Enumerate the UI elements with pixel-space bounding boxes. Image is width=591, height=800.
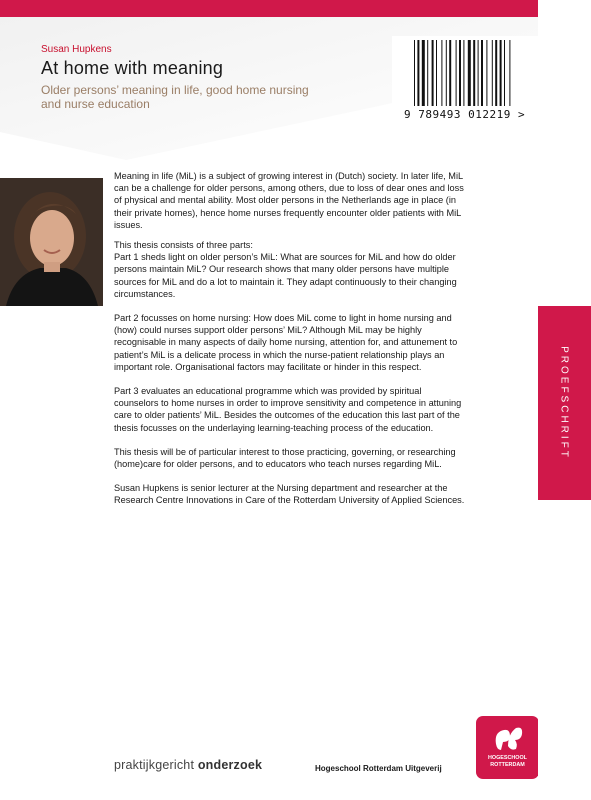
logo-mark-icon (490, 722, 526, 754)
barcode-bar (504, 40, 505, 106)
barcode-bar (422, 40, 425, 106)
barcode-bar (459, 40, 461, 106)
paragraph-parts-heading: This thesis consists of three parts: (114, 240, 253, 251)
barcode-bar (417, 40, 419, 106)
series-name-part-1: praktijkgericht (114, 758, 195, 772)
book-subtitle: Older persons’ meaning in life, good home nursing and nurse education (41, 83, 309, 111)
logo-text (476, 755, 538, 769)
barcode-bar (449, 40, 451, 106)
series-name-part-2: onderzoek (197, 758, 263, 772)
author-name: Susan Hupkens (41, 44, 112, 55)
barcode-bars (414, 40, 524, 106)
isbn-barcode (392, 36, 538, 124)
blurb-text (114, 170, 466, 507)
barcode-bar (414, 40, 415, 106)
barcode-bar (509, 40, 510, 106)
barcode-bar (473, 40, 475, 106)
proefschrift-tab (538, 306, 591, 500)
barcode-bar (468, 40, 471, 106)
barcode-bar (463, 40, 464, 106)
logo-line-1: HOGESCHOOL (488, 755, 527, 761)
barcode-bar (486, 40, 487, 106)
paragraph-author-bio: Susan Hupkens is senior lecturer at the Nursing department and researcher at the Research Centre Innovations in Care of the Rotterdam University of Applied Sciences. (114, 483, 465, 506)
paragraph-part-1: Part 1 sheds light on older person’s MiL: What are sources for MiL and how do older persons maintain MiL? Our research shows that many older persons have multiple sources for MiL and do a lot to maintain it. They adapt continuously to their changing circumstances. (114, 252, 457, 299)
barcode-bar (495, 40, 497, 106)
paragraph-intro: Meaning in life (MiL) is a subject of growing interest in (Dutch) society. In later life, MiL can be a challenge for older persons, among others, due to loss of dear ones and loss of physical and mental ability. Most older persons in the Netherlands age in place (in their private homes), hence home nurses frequently encounter older patients with MiL issues. (114, 171, 464, 230)
barcode-bar (427, 40, 428, 106)
barcode-bar (481, 40, 483, 106)
isbn-number: 9 789493 012219 > (404, 108, 526, 121)
paragraph-part-3: Part 3 evaluates an educational programme which was provided by spiritual counselors to home nurses in order to improve sensitivity and competence in attuning care to older patients’ MiL. Besides the outcomes of the education this last part of the thesis focusses on the underlaying learning-teaching process of the education. (114, 386, 462, 433)
author-photo (0, 178, 103, 306)
series-name (114, 758, 262, 772)
barcode-bar (441, 40, 442, 106)
author-portrait-icon (0, 178, 103, 306)
barcode-bar (456, 40, 457, 106)
barcode-bar (446, 40, 447, 106)
barcode-bar (478, 40, 479, 106)
barcode-bar (492, 40, 493, 106)
paragraph-audience: This thesis will be of particular interest to those practicing, governing, or researching (home)care for older persons, and to educators who teach nurses regarding MiL. (114, 446, 456, 470)
hogeschool-rotterdam-logo (476, 716, 538, 779)
proefschrift-label: PROEFSCHRIFT (558, 346, 570, 460)
logo-line-2: ROTTERDAM (490, 762, 525, 768)
barcode-bar (432, 40, 434, 106)
book-title: At home with meaning (41, 58, 224, 78)
publisher-name: Hogeschool Rotterdam Uitgeverij (315, 764, 442, 773)
barcode-bar (436, 40, 437, 106)
paragraph-part-2: Part 2 focusses on home nursing: How does MiL come to light in home nursing and (how) could nurses support older persons’ MiL? Although MiL may be highly recognisable in many aspects of daily home nursing, attention for, and attunement to patient’s MiL is a delicate process in which the nurse-patient relationship plays an important role. Organisational factors may facilitate or hinder in this respect. (114, 313, 458, 372)
top-accent-band (0, 0, 538, 17)
barcode-bar (500, 40, 502, 106)
